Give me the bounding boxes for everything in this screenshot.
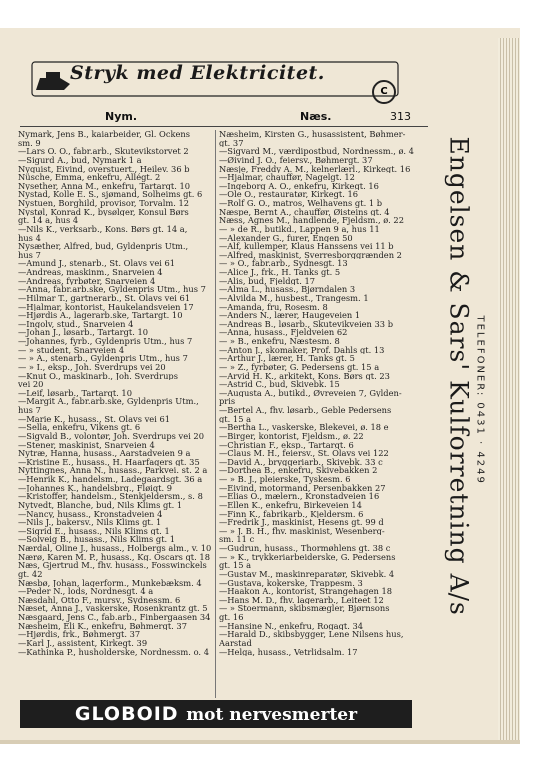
banner-brand: GLOBOID bbox=[74, 703, 179, 725]
directory-line: —Gudrun, husass., Thormøhlens gt. 38 c bbox=[219, 544, 391, 553]
directory-line: —Alf, kullemper, Klaus Hanssens vei 11 b bbox=[219, 242, 394, 251]
directory-line: —Andreas B., løsarb., Skutevikveien 33 b bbox=[219, 319, 394, 329]
directory-line: Nærdal, Oline J., husass., Holbergs alm., v. 10 bbox=[18, 544, 212, 553]
directory-line: —Elias O., mælern., Kronstadveien 16 bbox=[219, 492, 380, 501]
directory-line: —Marie K., husass., St. Olavs vei 61 bbox=[18, 414, 171, 424]
directory-line: —Finn K., fabrikarb., Kjeldersm. 6 bbox=[219, 509, 364, 519]
directory-line: gt. 16 bbox=[219, 613, 244, 622]
directory-line: Næsgaard, Jens C., fab.arb., Finbergaasen 34 bbox=[18, 613, 211, 622]
directory-line: —Augusta A., butikd., Øvreveien 7, Gylden- bbox=[219, 388, 402, 398]
directory-line: —Hans M. D., fhv. lagerarb., Leiteet 12 bbox=[219, 595, 384, 605]
directory-line: — » A., stenarb., Gyldenpris Utm., hus 7 bbox=[18, 354, 188, 363]
directory-line: Nytræ, Hanna, husass., Aarstadveien 9 a bbox=[18, 449, 191, 458]
directory-line: —Bertel A., fhv. løsarb., Geble Pedersens bbox=[219, 406, 392, 415]
ad-mark: C bbox=[372, 80, 396, 104]
directory-line: —David A., bryggeriarb., Skivebk. 33 c bbox=[219, 457, 383, 467]
directory-line: —Nils K., verksarb., Kons. Børs gt. 14 a, bbox=[18, 224, 188, 234]
directory-line: Næss, Agnes M., handlende, Fjeldsm., ø. 22 bbox=[219, 216, 404, 225]
directory-line: Aarstad bbox=[219, 638, 252, 648]
directory-line: —Knut O., maskinarb., Joh. Sverdrups bbox=[18, 371, 178, 381]
iron-ad-text: Stryk med Elektricitet. bbox=[70, 62, 325, 84]
directory-line: —Alice J., frk., H. Tanks gt. 5 bbox=[219, 268, 341, 277]
directory-line: —Alma L., husass., Bjørndalen 3 bbox=[219, 285, 356, 294]
directory-line: —Arthur J., lærer, H. Tanks gt. 5 bbox=[219, 354, 355, 363]
telephone-info bbox=[470, 140, 490, 700]
directory-line: Nymark, Jens B., kaiarbeider, Gl. Ockens bbox=[18, 130, 191, 139]
directory-line: —Leif, løsarb., Tartargt. 10 bbox=[18, 388, 132, 398]
directory-line: —Arvid H. K., arkitekt, Kons. Børs gt. 23 bbox=[219, 371, 390, 381]
directory-line: —Solveig B., husass., Nils Klims gt. 1 bbox=[18, 535, 176, 544]
directory-line: sm. 11 c bbox=[219, 535, 255, 544]
directory-line: —Hjalmar, chauffør, Nagelgt. 12 bbox=[219, 173, 355, 182]
directory-line: —Sigurd A., bud, Nymark 1 a bbox=[18, 155, 142, 165]
directory-line: Næspe, Bernt A., chauffør, Øisteins gt. 4 bbox=[219, 207, 390, 217]
directory-line: —Ingeborg A. O., enkefru, Kirkegt. 16 bbox=[219, 181, 379, 191]
directory-line: Nytvedt, Blanche, bud, Nils Klims gt. 1 bbox=[18, 500, 183, 510]
directory-line: gt. 37 bbox=[219, 138, 244, 148]
left-column bbox=[18, 130, 216, 656]
directory-line: Nærø, Karen M. P., husass., Kg. Oscars gt. 18 bbox=[18, 552, 210, 562]
directory-line: —Anna, fabr.arb.ske, Gyldenpris Utm., hus 7 bbox=[18, 285, 206, 294]
side-advertisement bbox=[437, 136, 474, 700]
directory-line: —Andreas, maskinm., Snarveien 4 bbox=[18, 268, 163, 277]
directory-line: —Margit A., fabr.arb.ske, Gyldenpris Utm., bbox=[18, 397, 199, 406]
directory-line: —Alis, bud, Fjeldgt. 17 bbox=[219, 276, 316, 286]
directory-line: — » Z., fyrbøter, G. Pedersens gt. 15 a bbox=[219, 362, 380, 372]
iron-icon bbox=[36, 78, 70, 90]
directory-line: Næsdahl, Otto F., mursv., Sydnessm. 6 bbox=[18, 595, 181, 605]
directory-line: —Birger, kontorist, Fjeldsm., ø. 22 bbox=[219, 431, 364, 441]
directory-line: —Harald D., skibsbygger, Lene Nilsens hus, bbox=[219, 630, 404, 639]
directory-line: — » B. J., pleierske, Tyskesm. 6 bbox=[219, 475, 351, 484]
directory-line: — » I., eksp., Joh. Sverdrups vei 20 bbox=[18, 362, 166, 372]
directory-line: Nystøl, Konrad K., bysølger, Konsul Børs bbox=[18, 207, 189, 217]
directory-line: —Rolf G. O., matros, Welhavens gt. 1 b bbox=[219, 199, 383, 208]
directory-line: pris bbox=[219, 397, 236, 406]
directory-line: Nyquist, Eivind, overstuert., Heilev. 36 b bbox=[18, 164, 190, 174]
directory-line: —Anna, husass., Fjeldveien 62 bbox=[219, 328, 348, 337]
directory-line: —Anton J., skomaker, Prof. Dahls gt. 13 bbox=[219, 345, 385, 355]
directory-line: —Sella, enkefru, Vikens gt. 6 bbox=[18, 423, 141, 432]
directory-line: —Stener, maskinist, Snarveien 4 bbox=[18, 440, 155, 450]
directory-line: —Kristine E., husass., H. Haarfagers gt. 35 bbox=[18, 457, 200, 467]
directory-line: —Sigrid E., husass., Nils Klims gt. 1 bbox=[18, 526, 170, 536]
directory-line: —Sigvald B., volontør, Joh. Sverdrups vei 20 bbox=[18, 431, 204, 441]
directory-line: Nystad, Kolle E. S., sjømand, Solheims gt. 6 bbox=[18, 190, 203, 199]
directory-line: —Eivind, motormand, Persenbakken 27 bbox=[219, 483, 386, 493]
directory-line: —Ingolv, stud., Snarveien 4 bbox=[18, 319, 134, 329]
directory-line: —Henrik K., handelsm., Ladegaardsgt. 36 a bbox=[18, 475, 203, 484]
directory-line: —Kathinka P., husholderske, Nordnessm. o. 4 bbox=[18, 647, 209, 657]
directory-line: gt. 15 a bbox=[219, 561, 252, 570]
directory-line: —Nancy, husass., Kronstadveien 4 bbox=[18, 509, 163, 519]
banner-slogan: mot nervesmerter bbox=[186, 705, 358, 725]
directory-line: Nysæther, Alfred, bud, Gyldenpris Utm., bbox=[18, 242, 189, 251]
directory-line: —Øivind J. O., feiersv., Bøhmergt. 37 bbox=[219, 155, 373, 165]
directory-line: —Sigvard M., værdipostbud, Nordnessm., ø. 4 bbox=[219, 147, 414, 156]
directory-line: —Peder N., lods, Nordnesgt. 4 a bbox=[18, 587, 154, 596]
directory-line: —Gustava, kokerske, Trappesm. 3 bbox=[219, 578, 363, 588]
directory-line: —Ellen K., enkefru, Birkeveien 14 bbox=[219, 500, 362, 510]
directory-line: —Hjalmar, kontorist, Haukelandsveien 17 bbox=[18, 302, 194, 312]
directory-line: —Ole O., restauratør, Kirkegt. 16 bbox=[219, 190, 359, 199]
directory-line: —Alfred, maskinist, Sverresborggrænden 2 bbox=[219, 250, 402, 260]
directory-line: hus 7 bbox=[18, 406, 41, 415]
directory-line: —Johan J., løsarb., Tartargt. 10 bbox=[18, 328, 149, 337]
directory-line: Næsje, Freddy A. M., kelnerlærl., Kirkegt. 16 bbox=[219, 164, 411, 174]
directory-line: — » K., trykkeriarbeiderske, G. Pedersens bbox=[219, 552, 396, 562]
side-ad-text: Engelsen & Sars' Kulforretning A/s bbox=[444, 136, 474, 616]
directory-line: Næs, Gjertrud M., fhv. husass., Fosswinckels bbox=[18, 561, 207, 570]
directory-line: gt. 14 a, hus 4 bbox=[18, 216, 79, 225]
globoid-banner bbox=[20, 700, 412, 728]
header-rule bbox=[20, 126, 428, 127]
page-number: 313 bbox=[390, 110, 411, 123]
directory-line: hus 7 bbox=[18, 250, 41, 260]
directory-line: —Nils J., bakersv., Nils Klims gt. 1 bbox=[18, 518, 162, 527]
directory-line: Nysether, Anna M., enkefru, Tartargt. 10 bbox=[18, 181, 191, 191]
directory-line: —Bertha L., vaskerske, Blekevei, ø. 18 e bbox=[219, 423, 389, 432]
directory-line: —Hilmar T., gartnerarb., St. Olavs vei 61 bbox=[18, 293, 191, 303]
directory-line: —Anders N., lærer, Haugeveien 1 bbox=[219, 311, 361, 320]
directory-line: —Kristoffer, handelsm., Stenkjeldersm., s. 8 bbox=[18, 492, 203, 501]
directory-line: —Haakon A., kontorist, Strangehagen 18 bbox=[219, 587, 393, 596]
directory-line: —Johannes, fyrb., Gyldenpris Utm., hus 7 bbox=[18, 337, 193, 346]
directory-line: hus 4 bbox=[18, 233, 41, 243]
directory-line: —Helga, husass., Vetrlidsalm. 17 bbox=[219, 647, 358, 657]
directory-line: —Hjørdis, frk., Bøhmergt. 37 bbox=[18, 630, 141, 639]
directory-line: Næsheim, Eli K., enkefru, Bøhmergt. 37 bbox=[18, 621, 187, 631]
directory-line: — » student, Snarveien 4 bbox=[18, 345, 125, 355]
directory-line: — » Stoermann, skibsmægler, Bjørnsons bbox=[219, 604, 390, 613]
directory-line: —Alvilda M., husbest., Trangesm. 1 bbox=[219, 293, 369, 303]
directory-line: gt. 42 bbox=[18, 569, 43, 579]
directory-line: —Hjørdis A., lagerarb.ske, Tartargt. 10 bbox=[18, 311, 183, 320]
directory-line: Nystuen, Borghild, provisor, Torvalm. 12 bbox=[18, 199, 190, 208]
directory-line: —Gustav M., maskinreparatør, Skivebk. 4 bbox=[219, 569, 395, 579]
directory-line: Næset, Anna J., vaskerske, Rosenkrantz gt. 5 bbox=[18, 604, 208, 613]
directory-line: — » de R., butikd., Lappen 9 a, hus 11 bbox=[219, 224, 380, 234]
directory-line: —Karl J., assistent, Kirkegt. 39 bbox=[18, 638, 148, 648]
directory-line: —Fredrik J., maskinist, Hesens gt. 99 d bbox=[219, 518, 384, 527]
header-left: Nym. bbox=[105, 110, 138, 123]
directory-line: — » O., fabr.arb., Sydnesgt. 13 bbox=[219, 259, 348, 268]
directory-line: —Lars O. O., fabr.arb., Skutevikstorvet 2 bbox=[18, 147, 189, 156]
directory-line: vei 20 bbox=[18, 380, 44, 389]
directory-line: —Christian F., eksp., Tartargt. 6 bbox=[219, 440, 354, 450]
directory-line: gt. 15 a bbox=[219, 414, 252, 424]
directory-line: — » J. B. H., fhv. maskinist, Wesenberg- bbox=[219, 526, 385, 536]
directory-line: —Amund J., stenarb., St. Olavs vei 61 bbox=[18, 259, 176, 268]
page-bottom-edge bbox=[0, 740, 520, 744]
directory-line: —Amanda, fru, Rosesm. 8 bbox=[219, 302, 328, 312]
page-edges bbox=[498, 38, 520, 740]
directory-line: —Andreas, fyrbøter, Snarveien 4 bbox=[18, 276, 156, 286]
directory-line: —Dorthea B., enkefru, Skivebakken 2 bbox=[219, 466, 378, 475]
directory-line: Næsheim, Kirsten G., husassistent, Bøhmer- bbox=[219, 130, 406, 139]
directory-line: —Hansine N., enkefru, Rogagt. 34 bbox=[219, 621, 364, 631]
directory-line: —Claus M. H., feiersv., St. Olavs vei 122 bbox=[219, 449, 389, 458]
right-column bbox=[219, 130, 417, 656]
directory-line: sm. 9 bbox=[18, 138, 41, 148]
telephone-text: TELEFONER: 0431 · 4249 bbox=[474, 315, 486, 485]
directory-line: — » B., enkefru, Næstesm. 8 bbox=[219, 337, 340, 346]
directory-line: Nyttingnes, Anna N., husass., Parkvei. st. 2 a bbox=[18, 466, 208, 475]
header-center: Næs. bbox=[300, 110, 332, 123]
directory-line: —Astrid C., bud, Skivebk. 15 bbox=[219, 380, 340, 389]
directory-line: Næsbø, Johan, lagerform., Munkebæksm. 4 bbox=[18, 578, 202, 588]
directory-line: —Alexander G., furer, Engen 50 bbox=[219, 233, 353, 243]
directory-line: Nüsche, Emma, enkefru, Allégt. 2 bbox=[18, 173, 161, 182]
directory-line: —Johannes K., handelsbrg., Fløigt. 9 bbox=[18, 483, 173, 493]
